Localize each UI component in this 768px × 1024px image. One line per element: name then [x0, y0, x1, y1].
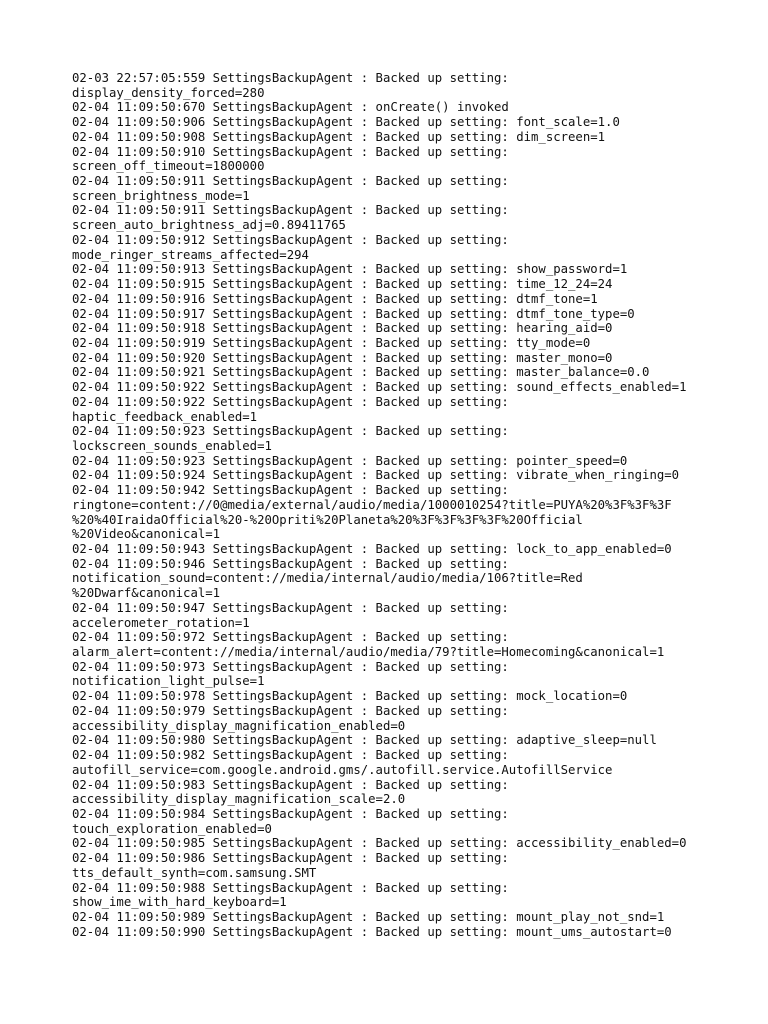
log-line: mode_ringer_streams_affected=294 [72, 247, 309, 262]
log-line: display_density_forced=280 [72, 85, 265, 100]
log-line: 02-04 11:09:50:908 SettingsBackupAgent : Backed up setting: dim_screen=1 [72, 129, 606, 144]
log-line: 02-04 11:09:50:973 SettingsBackupAgent : Backed up setting: [72, 659, 509, 674]
log-line: 02-04 11:09:50:985 SettingsBackupAgent : Backed up setting: accessibility_enabled=0 [72, 836, 687, 851]
log-line: 02-04 11:09:50:982 SettingsBackupAgent : Backed up setting: [72, 748, 509, 763]
log-line: 02-04 11:09:50:988 SettingsBackupAgent : Backed up setting: [72, 880, 509, 895]
log-line: 02-04 11:09:50:906 SettingsBackupAgent : Backed up setting: font_scale=1.0 [72, 115, 620, 130]
log-line: 02-04 11:09:50:918 SettingsBackupAgent : Backed up setting: hearing_aid=0 [72, 321, 613, 336]
log-line: %20%40IraidaOfficial%20-%20Opriti%20Planeta%20%3F%3F%3F%3F%20Official [72, 512, 583, 527]
log-line: 02-04 11:09:50:923 SettingsBackupAgent : Backed up setting: pointer_speed=0 [72, 453, 628, 468]
log-line: 02-03 22:57:05:559 SettingsBackupAgent : Backed up setting: [72, 71, 509, 85]
log-line: accelerometer_rotation=1 [72, 615, 250, 630]
log-line: 02-04 11:09:50:942 SettingsBackupAgent : Backed up setting: [72, 483, 509, 498]
log-line: 02-04 11:09:50:917 SettingsBackupAgent : Backed up setting: dtmf_tone_type=0 [72, 306, 635, 321]
log-line: screen_brightness_mode=1 [72, 188, 250, 203]
log-line: 02-04 11:09:50:916 SettingsBackupAgent : Backed up setting: dtmf_tone=1 [72, 291, 598, 306]
log-line: autofill_service=com.google.android.gms/.autofill.service.AutofillService [72, 762, 613, 777]
log-line: 02-04 11:09:50:978 SettingsBackupAgent : Backed up setting: mock_location=0 [72, 689, 628, 704]
log-line: 02-04 11:09:50:972 SettingsBackupAgent : Backed up setting: [72, 630, 509, 645]
log-line: 02-04 11:09:50:922 SettingsBackupAgent : Backed up setting: sound_effects_enabled=1 [72, 380, 687, 395]
log-line: screen_auto_brightness_adj=0.89411765 [72, 218, 346, 233]
log-line: 02-04 11:09:50:922 SettingsBackupAgent : Backed up setting: [72, 394, 509, 409]
log-line: lockscreen_sounds_enabled=1 [72, 438, 272, 453]
log-line: tts_default_synth=com.samsung.SMT [72, 865, 317, 880]
log-line: %20Dwarf&canonical=1 [72, 586, 221, 601]
log-line: touch_exploration_enabled=0 [72, 821, 272, 836]
log-line: 02-04 11:09:50:670 SettingsBackupAgent : onCreate() invoked [72, 100, 509, 115]
log-line: screen_off_timeout=1800000 [72, 159, 265, 174]
log-line: 02-04 11:09:50:910 SettingsBackupAgent : Backed up setting: [72, 144, 509, 159]
log-line: 02-04 11:09:50:990 SettingsBackupAgent : Backed up setting: mount_ums_autostart=0 [72, 924, 672, 939]
log-line: accessibility_display_magnification_enabled=0 [72, 718, 406, 733]
log-line: alarm_alert=content://media/internal/audio/media/79?title=Homecoming&canonical=1 [72, 645, 665, 660]
log-line: 02-04 11:09:50:986 SettingsBackupAgent : Backed up setting: [72, 851, 509, 866]
log-line: 02-04 11:09:50:980 SettingsBackupAgent : Backed up setting: adaptive_sleep=null [72, 733, 657, 748]
log-line: notification_sound=content://media/internal/audio/media/106?title=Red [72, 571, 583, 586]
log-line: 02-04 11:09:50:915 SettingsBackupAgent : Backed up setting: time_12_24=24 [72, 277, 613, 292]
log-line: show_ime_with_hard_keyboard=1 [72, 895, 287, 910]
log-line: ringtone=content://0@media/external/audio/media/1000010254?title=PUYA%20%3F%3F%3F [72, 497, 672, 512]
log-line: 02-04 11:09:50:983 SettingsBackupAgent : Backed up setting: [72, 777, 509, 792]
log-line: 02-04 11:09:50:947 SettingsBackupAgent : Backed up setting: [72, 600, 509, 615]
log-line: 02-04 11:09:50:921 SettingsBackupAgent : Backed up setting: master_balance=0.0 [72, 365, 650, 380]
log-line: 02-04 11:09:50:912 SettingsBackupAgent : Backed up setting: [72, 232, 509, 247]
log-line: haptic_feedback_enabled=1 [72, 409, 258, 424]
log-line: 02-04 11:09:50:911 SettingsBackupAgent : Backed up setting: [72, 174, 509, 189]
log-line: 02-04 11:09:50:923 SettingsBackupAgent : Backed up setting: [72, 424, 509, 439]
log-line: accessibility_display_magnification_scale=2.0 [72, 792, 406, 807]
log-line: 02-04 11:09:50:913 SettingsBackupAgent : Backed up setting: show_password=1 [72, 262, 628, 277]
log-line: notification_light_pulse=1 [72, 674, 265, 689]
log-line: %20Video&canonical=1 [72, 527, 221, 542]
log-line: 02-04 11:09:50:911 SettingsBackupAgent : Backed up setting: [72, 203, 509, 218]
log-line: 02-04 11:09:50:989 SettingsBackupAgent : Backed up setting: mount_play_not_snd=1 [72, 909, 665, 924]
log-text-block [72, 71, 712, 939]
log-line: 02-04 11:09:50:919 SettingsBackupAgent : Backed up setting: tty_mode=0 [72, 335, 591, 350]
log-line: 02-04 11:09:50:920 SettingsBackupAgent : Backed up setting: master_mono=0 [72, 350, 613, 365]
log-line: 02-04 11:09:50:946 SettingsBackupAgent : Backed up setting: [72, 556, 509, 571]
log-line: 02-04 11:09:50:984 SettingsBackupAgent : Backed up setting: [72, 806, 509, 821]
log-line: 02-04 11:09:50:979 SettingsBackupAgent : Backed up setting: [72, 703, 509, 718]
log-line: 02-04 11:09:50:924 SettingsBackupAgent : Backed up setting: vibrate_when_ringing=0 [72, 468, 680, 483]
log-line: 02-04 11:09:50:943 SettingsBackupAgent : Backed up setting: lock_to_app_enabled=0 [72, 542, 672, 556]
